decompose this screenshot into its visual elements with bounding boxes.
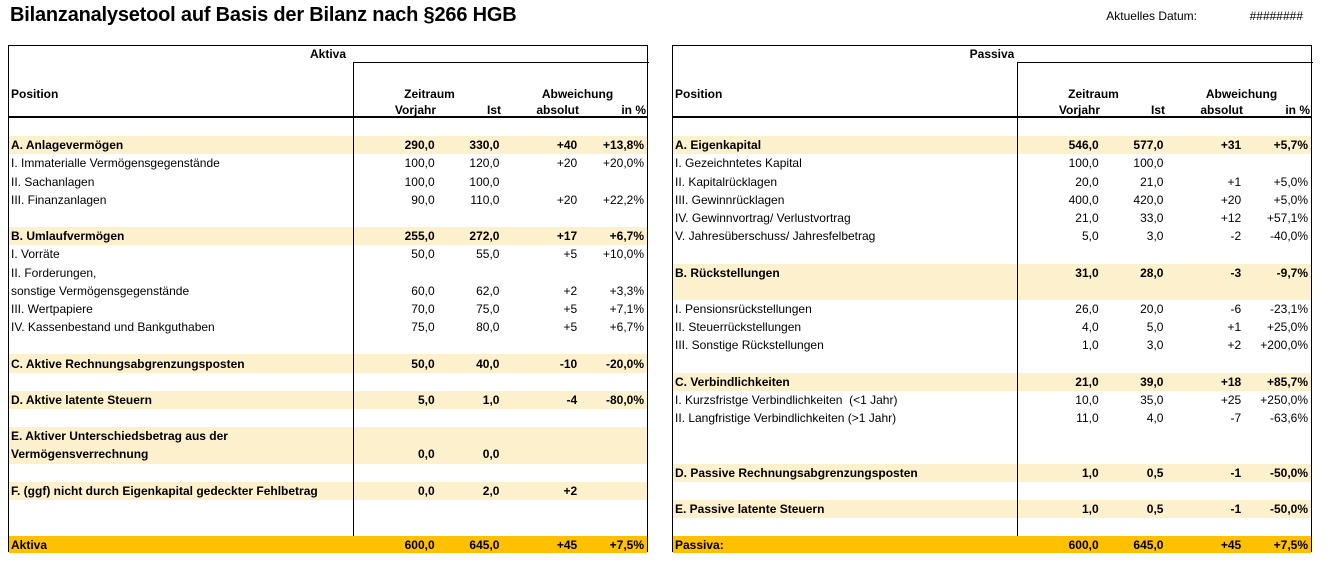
cell-ist[interactable]: 3,0 bbox=[1146, 338, 1164, 353]
table-row-item bbox=[9, 173, 647, 191]
cell-absolut[interactable]: +2 bbox=[563, 283, 578, 298]
row-label: B. Umlaufvermögen bbox=[11, 229, 125, 244]
table-row-item bbox=[673, 409, 1311, 427]
cell-absolut[interactable]: +1 bbox=[1227, 174, 1242, 189]
cell-vorjahr[interactable]: 1,0 bbox=[1081, 502, 1099, 517]
cell-in-pct[interactable]: +6,7% bbox=[609, 229, 645, 244]
cell-absolut[interactable]: -6 bbox=[1230, 301, 1242, 316]
table-row-section bbox=[9, 227, 647, 245]
column-header-vorjahr: Vorjahr bbox=[1058, 103, 1100, 117]
table-row-section bbox=[9, 427, 647, 445]
cell-absolut[interactable]: +1 bbox=[1227, 320, 1242, 335]
row-label: III. Gewinnrücklagen bbox=[675, 192, 785, 207]
table-row-blank bbox=[673, 427, 1311, 445]
cell-vorjahr[interactable]: 255,0 bbox=[404, 229, 435, 244]
table-row-section bbox=[673, 500, 1311, 518]
cell-vorjahr[interactable]: 11,0 bbox=[1076, 411, 1099, 426]
aktiva-caption-row bbox=[9, 46, 647, 63]
table-row-section bbox=[673, 136, 1311, 154]
table-row-item bbox=[9, 318, 647, 336]
cell-vorjahr[interactable]: 20,0 bbox=[1075, 174, 1099, 189]
column-header-position: Position bbox=[675, 87, 723, 101]
row-label: Aktiva bbox=[11, 537, 48, 552]
cell-absolut[interactable]: +5 bbox=[563, 320, 578, 335]
cell-ist[interactable]: 33,0 bbox=[1140, 211, 1164, 226]
cell-absolut[interactable]: +40 bbox=[556, 138, 578, 153]
cell-in-pct[interactable]: +5,0% bbox=[1273, 192, 1309, 207]
cell-in-pct[interactable]: -80,0% bbox=[605, 392, 645, 407]
cell-ist[interactable]: 1,0 bbox=[482, 392, 500, 407]
cell-absolut[interactable]: +12 bbox=[1220, 211, 1242, 226]
table-row-blank bbox=[9, 500, 647, 518]
table-row-blank bbox=[9, 464, 647, 482]
cell-in-pct[interactable]: -63,6% bbox=[1269, 411, 1309, 426]
table-row-blank bbox=[673, 245, 1311, 263]
table-row-item bbox=[673, 154, 1311, 172]
balance-table-passiva bbox=[672, 45, 1312, 552]
table-row-item bbox=[673, 318, 1311, 336]
table-row-item bbox=[673, 209, 1311, 227]
row-label: Passiva: bbox=[675, 537, 724, 552]
cell-in-pct[interactable]: -40,0% bbox=[1269, 229, 1309, 244]
cell-vorjahr[interactable]: 0,0 bbox=[417, 483, 435, 498]
cell-ist[interactable]: 645,0 bbox=[1133, 537, 1164, 552]
cell-absolut[interactable]: +20 bbox=[556, 192, 578, 207]
table-row-blank bbox=[673, 445, 1311, 463]
cell-ist[interactable]: 3,0 bbox=[1146, 229, 1164, 244]
cell-ist[interactable]: 20,0 bbox=[1140, 301, 1164, 316]
column-group-zeitraum: Zeitraum bbox=[404, 87, 455, 101]
row-label: C. Aktive Rechnungsabgrenzungsposten bbox=[11, 356, 245, 371]
cell-ist[interactable]: 39,0 bbox=[1140, 374, 1164, 389]
table-row-blank bbox=[673, 518, 1311, 536]
table-row-blank bbox=[9, 409, 647, 427]
row-label: III. Sonstige Rückstellungen bbox=[675, 338, 824, 353]
cell-ist[interactable]: 330,0 bbox=[469, 138, 500, 153]
table-row-blank bbox=[9, 118, 647, 136]
column-header-absolut: absolut bbox=[536, 103, 579, 117]
row-label: II. Steuerrückstellungen bbox=[675, 320, 802, 335]
cell-in-pct[interactable]: -23,1% bbox=[1269, 301, 1309, 316]
cell-absolut[interactable]: +5 bbox=[563, 247, 578, 262]
column-header-in-pct: in % bbox=[1285, 103, 1310, 117]
cell-vorjahr[interactable]: 31,0 bbox=[1075, 265, 1099, 280]
column-header-position: Position bbox=[11, 87, 59, 101]
cell-ist[interactable]: 420,0 bbox=[1133, 192, 1164, 207]
passiva-caption-row bbox=[673, 46, 1311, 63]
cell-vorjahr[interactable]: 10,0 bbox=[1075, 392, 1099, 407]
column-header-ist: Ist bbox=[1150, 103, 1165, 117]
row-label: III. Finanzanlagen bbox=[11, 192, 107, 207]
row-label: III. Wertpapiere bbox=[11, 301, 93, 316]
row-label: II. Forderungen, bbox=[11, 265, 97, 280]
cell-in-pct[interactable]: -50,0% bbox=[1269, 502, 1309, 517]
cell-absolut[interactable]: +31 bbox=[1220, 138, 1242, 153]
cell-ist[interactable]: 40,0 bbox=[476, 356, 500, 371]
cell-in-pct[interactable]: +13,8% bbox=[602, 138, 645, 153]
column-group-abweichung: Abweichung bbox=[541, 87, 614, 101]
table-row-blank bbox=[673, 354, 1311, 372]
table-row-blank bbox=[673, 482, 1311, 500]
cell-in-pct[interactable]: +57,1% bbox=[1266, 211, 1309, 226]
table-caption: Passiva bbox=[969, 47, 1015, 61]
row-label: IV. Gewinnvortrag/ Verlustvortrag bbox=[675, 211, 851, 226]
cell-absolut[interactable]: +2 bbox=[563, 483, 578, 498]
table-row-item bbox=[673, 300, 1311, 318]
cell-in-pct[interactable]: +5,7% bbox=[1273, 138, 1309, 153]
cell-in-pct[interactable]: +250,0% bbox=[1260, 392, 1309, 407]
cell-vorjahr[interactable]: 100,0 bbox=[1068, 156, 1099, 171]
cell-ist[interactable]: 4,0 bbox=[1146, 411, 1164, 426]
column-header-in-pct: in % bbox=[621, 103, 646, 117]
row-label: II. Sachanlagen bbox=[11, 174, 95, 189]
row-label: C. Verbindlichkeiten bbox=[675, 374, 790, 389]
cell-ist[interactable]: 75,0 bbox=[476, 301, 500, 316]
cell-vorjahr[interactable]: 5,0 bbox=[417, 392, 435, 407]
cell-ist[interactable]: 577,0 bbox=[1133, 138, 1164, 153]
cell-absolut[interactable]: -7 bbox=[1230, 411, 1242, 426]
cell-absolut[interactable]: +17 bbox=[556, 229, 578, 244]
table-row-section bbox=[673, 464, 1311, 482]
cell-vorjahr[interactable]: 546,0 bbox=[1068, 138, 1099, 153]
table-row-item bbox=[9, 245, 647, 263]
cell-vorjahr[interactable]: 50,0 bbox=[411, 356, 435, 371]
row-label: I. Pensionsrückstellungen bbox=[675, 301, 812, 316]
cell-vorjahr[interactable]: 4,0 bbox=[1081, 320, 1099, 335]
table-row-item bbox=[9, 154, 647, 172]
table-row-section bbox=[673, 373, 1311, 391]
row-label: II. Kapitalrücklagen bbox=[675, 174, 778, 189]
table-caption: Aktiva bbox=[309, 47, 347, 61]
cell-ist[interactable]: 0,5 bbox=[1146, 502, 1164, 517]
cell-vorjahr[interactable]: 70,0 bbox=[411, 301, 435, 316]
table-row-blank bbox=[9, 518, 647, 536]
cell-vorjahr[interactable]: 100,0 bbox=[404, 174, 435, 189]
column-header-vorjahr: Vorjahr bbox=[394, 103, 436, 117]
table-total-row bbox=[673, 536, 1311, 553]
table-row-blank bbox=[673, 118, 1311, 136]
row-label: I. Kurzsfristge Verbindlichkeiten (<1 Jahr) bbox=[675, 392, 898, 407]
table-row-blank bbox=[9, 373, 647, 391]
row-label: A. Eigenkapital bbox=[675, 138, 762, 153]
row-label: E. Aktiver Unterschiedsbetrag aus der bbox=[11, 429, 228, 444]
cell-vorjahr[interactable]: 75,0 bbox=[411, 320, 435, 335]
cell-absolut[interactable]: -3 bbox=[1230, 265, 1242, 280]
table-row-item bbox=[673, 191, 1311, 209]
cell-in-pct[interactable]: -20,0% bbox=[605, 356, 645, 371]
table-row-section bbox=[9, 136, 647, 154]
row-label: B. Rückstellungen bbox=[675, 265, 780, 280]
cell-in-pct[interactable]: +7,5% bbox=[609, 537, 645, 552]
current-date-label: Aktuelles Datum: bbox=[1106, 9, 1197, 23]
cell-in-pct[interactable]: -9,7% bbox=[1276, 265, 1309, 280]
row-label: I. Vorräte bbox=[11, 247, 60, 262]
cell-vorjahr[interactable]: 21,0 bbox=[1075, 374, 1099, 389]
row-label: D. Passive Rechnungsabgrenzungsposten bbox=[675, 465, 918, 480]
cell-absolut[interactable]: +2 bbox=[1227, 338, 1242, 353]
cell-ist[interactable]: 35,0 bbox=[1140, 392, 1164, 407]
cell-vorjahr[interactable]: 1,0 bbox=[1081, 465, 1099, 480]
cell-absolut[interactable]: -4 bbox=[566, 392, 578, 407]
row-label: Vermögensverrechnung bbox=[11, 447, 149, 462]
row-label: F. (ggf) nicht durch Eigenkapital gedeckter Fehlbetrag bbox=[11, 483, 318, 498]
cell-vorjahr[interactable]: 600,0 bbox=[404, 537, 435, 552]
passiva-rows bbox=[673, 118, 1311, 553]
cell-vorjahr[interactable]: 400,0 bbox=[1068, 192, 1099, 207]
balance-table-aktiva bbox=[8, 45, 648, 552]
table-row-blank bbox=[9, 336, 647, 354]
cell-ist[interactable]: 110,0 bbox=[470, 192, 500, 207]
cell-in-pct[interactable]: +85,7% bbox=[1266, 374, 1309, 389]
cell-absolut[interactable]: +20 bbox=[1220, 192, 1242, 207]
column-header-ist: Ist bbox=[486, 103, 501, 117]
table-row-item bbox=[673, 173, 1311, 191]
row-label: A. Anlagevermögen bbox=[11, 138, 124, 153]
table-row-item bbox=[9, 191, 647, 209]
current-date-cell[interactable]: ######## bbox=[1249, 9, 1303, 23]
table-row-item bbox=[673, 336, 1311, 354]
cell-ist[interactable]: 645,0 bbox=[469, 537, 500, 552]
table-row-item bbox=[673, 391, 1311, 409]
cell-vorjahr[interactable]: 100,0 bbox=[404, 156, 435, 171]
table-row-section bbox=[9, 445, 647, 463]
cell-ist[interactable]: 120,0 bbox=[469, 156, 500, 171]
cell-ist[interactable]: 0,0 bbox=[482, 447, 500, 462]
row-label: E. Passive latente Steuern bbox=[675, 502, 825, 517]
cell-in-pct[interactable]: +7,5% bbox=[1273, 537, 1309, 552]
cell-absolut[interactable]: -2 bbox=[1230, 229, 1242, 244]
column-divider bbox=[353, 63, 354, 536]
table-row-section bbox=[9, 354, 647, 372]
cell-vorjahr[interactable]: 5,0 bbox=[1081, 229, 1099, 244]
cell-vorjahr[interactable]: 290,0 bbox=[404, 138, 435, 153]
table-row-section bbox=[673, 264, 1311, 300]
cell-absolut[interactable]: -1 bbox=[1230, 465, 1242, 480]
cell-absolut[interactable]: +18 bbox=[1220, 374, 1242, 389]
page-title: Bilanzanalysetool auf Basis der Bilanz nach §266 HGB bbox=[10, 4, 517, 26]
cell-vorjahr[interactable]: 0,0 bbox=[417, 447, 435, 462]
cell-in-pct[interactable]: +6,7% bbox=[609, 320, 645, 335]
cell-ist[interactable]: 100,0 bbox=[469, 174, 500, 189]
cell-in-pct[interactable]: +25,0% bbox=[1266, 320, 1309, 335]
cell-vorjahr[interactable]: 90,0 bbox=[411, 192, 435, 207]
cell-ist[interactable]: 62,0 bbox=[476, 283, 500, 298]
table-row-item bbox=[673, 227, 1311, 245]
table-row-section bbox=[9, 391, 647, 409]
table-row-item bbox=[9, 264, 647, 282]
row-label: IV. Kassenbestand und Bankguthaben bbox=[11, 320, 215, 335]
cell-in-pct[interactable]: +22,2% bbox=[602, 192, 645, 207]
cell-ist[interactable]: 272,0 bbox=[469, 229, 500, 244]
cell-vorjahr[interactable]: 600,0 bbox=[1068, 537, 1099, 552]
cell-absolut[interactable]: +5 bbox=[563, 301, 578, 316]
row-label: D. Aktive latente Steuern bbox=[11, 392, 152, 407]
cell-absolut[interactable]: +45 bbox=[556, 537, 578, 552]
cell-in-pct[interactable]: +5,0% bbox=[1273, 174, 1309, 189]
column-group-abweichung: Abweichung bbox=[1205, 87, 1278, 101]
table-row-item bbox=[9, 282, 647, 300]
cell-in-pct[interactable]: +7,1% bbox=[609, 301, 645, 316]
aktiva-rows bbox=[9, 118, 647, 553]
row-label: I. Gezeichntetes Kapital bbox=[675, 156, 802, 171]
cell-ist[interactable]: 100,0 bbox=[1133, 156, 1164, 171]
cell-ist[interactable]: 5,0 bbox=[1146, 320, 1164, 335]
cell-absolut[interactable]: -1 bbox=[1230, 502, 1242, 517]
column-group-zeitraum: Zeitraum bbox=[1068, 87, 1119, 101]
cell-ist[interactable]: 21,0 bbox=[1140, 174, 1164, 189]
cell-ist[interactable]: 28,0 bbox=[1140, 265, 1164, 280]
cell-vorjahr[interactable]: 26,0 bbox=[1075, 301, 1099, 316]
table-total-row bbox=[9, 536, 647, 553]
passiva-header-row bbox=[673, 63, 1311, 118]
row-label: I. Immaterialle Vermögensgegenstände bbox=[11, 156, 220, 171]
cell-ist[interactable]: 2,0 bbox=[482, 483, 500, 498]
cell-absolut[interactable]: +20 bbox=[556, 156, 578, 171]
cell-ist[interactable]: 55,0 bbox=[476, 247, 500, 262]
table-row-section bbox=[9, 482, 647, 500]
cell-in-pct[interactable]: +10,0% bbox=[602, 247, 645, 262]
cell-in-pct[interactable]: +20,0% bbox=[602, 156, 645, 171]
cell-vorjahr[interactable]: 21,0 bbox=[1075, 211, 1099, 226]
table-row-blank bbox=[9, 209, 647, 227]
cell-in-pct[interactable]: +200,0% bbox=[1260, 338, 1309, 353]
cell-vorjahr[interactable]: 60,0 bbox=[411, 283, 435, 298]
row-label: sonstige Vermögensgegenstände bbox=[11, 283, 190, 298]
cell-vorjahr[interactable]: 1,0 bbox=[1081, 338, 1099, 353]
row-label: II. Langfristige Verbindlichkeiten (>1 Jahr) bbox=[675, 411, 897, 426]
cell-absolut[interactable]: +45 bbox=[1220, 537, 1242, 552]
cell-ist[interactable]: 0,5 bbox=[1146, 465, 1164, 480]
row-label: V. Jahresüberschuss/ Jahresfelbetrag bbox=[675, 229, 876, 244]
cell-in-pct[interactable]: -50,0% bbox=[1269, 465, 1309, 480]
column-divider bbox=[1017, 63, 1018, 536]
cell-absolut[interactable]: +25 bbox=[1220, 392, 1242, 407]
cell-in-pct[interactable]: +3,3% bbox=[609, 283, 645, 298]
aktiva-header-row bbox=[9, 63, 647, 118]
cell-ist[interactable]: 80,0 bbox=[476, 320, 500, 335]
cell-vorjahr[interactable]: 50,0 bbox=[411, 247, 435, 262]
column-header-absolut: absolut bbox=[1200, 103, 1243, 117]
table-row-item bbox=[9, 300, 647, 318]
cell-absolut[interactable]: -10 bbox=[559, 356, 578, 371]
